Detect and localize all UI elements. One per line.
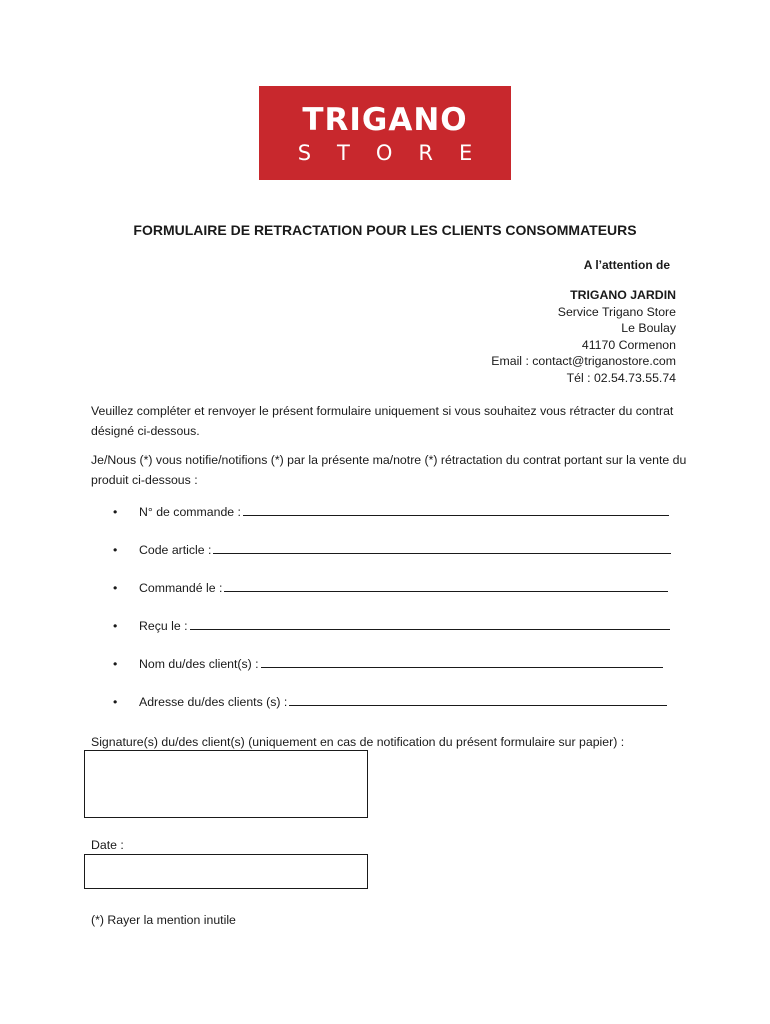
received-on-line[interactable] <box>190 616 670 630</box>
field-label: Nom du/des client(s) : <box>139 657 259 671</box>
field-label: N° de commande : <box>139 505 241 519</box>
field-order-number <box>113 502 669 522</box>
signature-label: Signature(s) du/des client(s) (uniquement en cas de notification du présent formulaire sur papier) : <box>91 735 625 749</box>
ordered-on-line[interactable] <box>224 578 668 592</box>
address-city: 41170 Cormenon <box>581 337 676 352</box>
address-street: Le Boulay <box>621 321 676 335</box>
bullet-icon: • <box>113 657 118 671</box>
client-address-line[interactable] <box>289 692 667 706</box>
field-ordered-on <box>113 578 668 598</box>
footnote: (*) Rayer la mention inutile <box>91 913 236 927</box>
logo-text-trigano: TRIGANO <box>302 102 468 138</box>
bullet-icon: • <box>113 543 118 557</box>
field-label: Commandé le : <box>139 581 223 595</box>
bullet-icon: • <box>113 505 118 519</box>
address-company: TRIGANO JARDIN <box>570 288 676 302</box>
order-number-line[interactable] <box>243 502 669 516</box>
field-received-on <box>113 616 670 636</box>
date-box[interactable] <box>84 854 368 889</box>
signature-box[interactable] <box>84 750 368 818</box>
field-item-code <box>113 540 671 560</box>
field-label: Code article : <box>139 543 212 557</box>
instruction-paragraph: Veuillez compléter et renvoyer le présent formulaire uniquement si vous souhaitez vous rétracter du contrat désigné ci-dessous. <box>91 404 674 438</box>
trigano-store-logo <box>259 86 511 180</box>
date-label: Date : <box>91 838 124 852</box>
client-name-line[interactable] <box>261 654 663 668</box>
recipient-address <box>491 287 676 386</box>
bullet-icon: • <box>113 695 118 709</box>
field-client-address <box>113 692 667 712</box>
notification-paragraph: Je/Nous (*) vous notifie/notifions (*) par la présente ma/notre (*) rétractation du contrat portant sur la vente du produit ci-dessous : <box>91 453 687 487</box>
field-label: Adresse du/des clients (s) : <box>139 695 288 709</box>
attention-label: A l’attention de <box>583 258 670 272</box>
bullet-icon: • <box>113 619 118 633</box>
address-email: Email : contact@triganostore.com <box>491 354 676 368</box>
item-code-line[interactable] <box>213 540 671 554</box>
bullet-icon: • <box>113 581 118 595</box>
address-phone: Tél : 02.54.73.55.74 <box>566 370 676 385</box>
address-service: Service Trigano Store <box>557 304 676 319</box>
logo-text-store: STORE <box>297 141 499 165</box>
field-label: Reçu le : <box>139 619 188 633</box>
form-title: FORMULAIRE DE RETRACTATION POUR LES CLIENTS CONSOMMATEURS <box>133 222 637 238</box>
field-client-name <box>113 654 663 674</box>
